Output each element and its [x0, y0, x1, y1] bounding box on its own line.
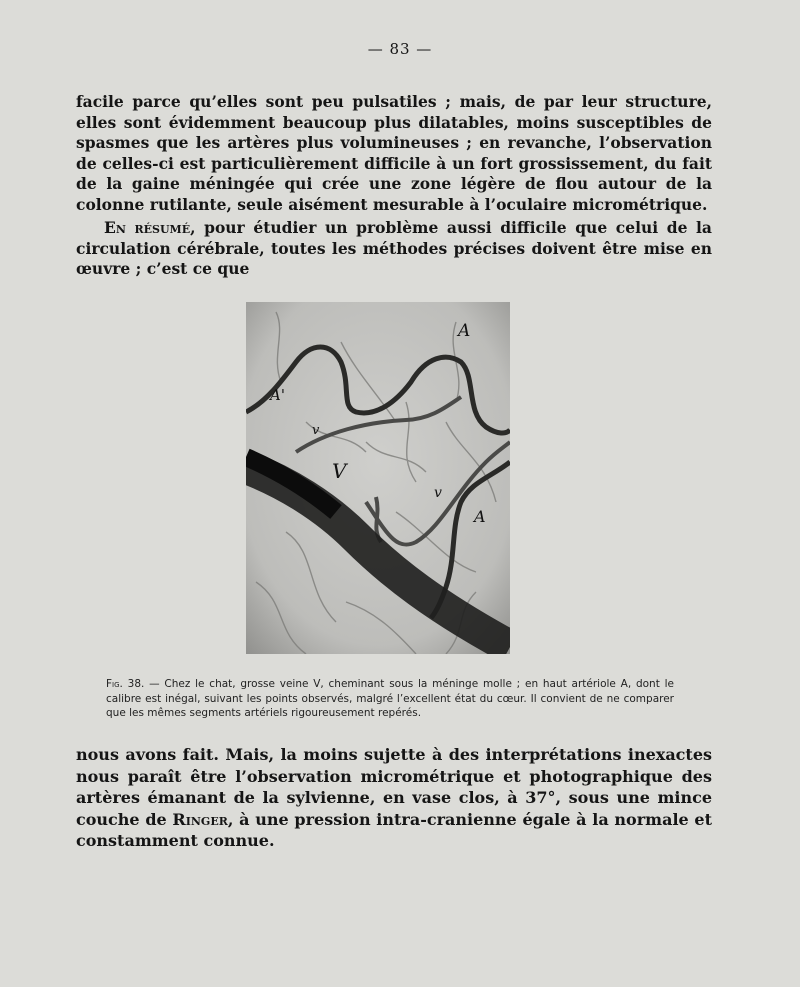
paragraph-2: [76, 218, 712, 280]
paragraph-3-after: , à une pression intra-cranienne égale à la normale et constamment connue.: [76, 809, 713, 850]
micrograph-vessels: [246, 302, 510, 654]
paragraph-1: facile parce qu’elles sont peu pulsatiles ; mais, de par leur structure, elles sont évidemment beaucoup plus dilatables, moins susceptibles de spasmes que les artères plus volumineuses ; en revanche, l’observation de celles-ci est particulièrement difficile à un fort grossissement, du fait de la gaine méningée qui crée une zone légère de flou autour de la colonne rutilante, seule aisément mesurable à l’oculaire micrométrique.: [76, 92, 712, 214]
label-a-prime: A': [270, 386, 285, 404]
label-a-top: A: [458, 321, 471, 341]
page-number: — 83 —: [367, 40, 433, 58]
paragraph-2-lead: En résumé,: [104, 218, 196, 237]
label-v-small-2: v: [434, 485, 442, 501]
paragraph-3-name: Ringer: [172, 809, 228, 829]
figure-caption-text: — Chez le chat, grosse veine V, cheminant sous la méninge molle ; en haut artériole A, dont le calibre est inégal, suivant les points observés, malgré l’excellent état du cœur. Il convient de ne comparer que les mêmes segments artériels rigoureusement repérés.: [106, 678, 674, 719]
paragraph-3-before: nous avons fait. Mais, la moins sujette à des interprétations inexactes nous paraît être l’observation micrométrique et photographique des artères émanant de la sylvienne, en vase clos, à 37°, sous une mince couche de: [76, 745, 712, 829]
figure-photograph: [246, 302, 510, 654]
figure-caption: [106, 677, 674, 721]
label-v-small-1: v: [312, 423, 320, 438]
paragraph-2-text: pour étudier un problème aussi difficile que celui de la circulation cérébrale, toutes les méthodes précises doivent être mise en œuvre ; c’est ce que: [76, 218, 712, 278]
label-v-big: V: [332, 459, 347, 483]
figure-caption-label: Fig. 38.: [106, 678, 145, 690]
paragraph-3: [76, 744, 712, 852]
label-a-right: A: [474, 507, 486, 526]
